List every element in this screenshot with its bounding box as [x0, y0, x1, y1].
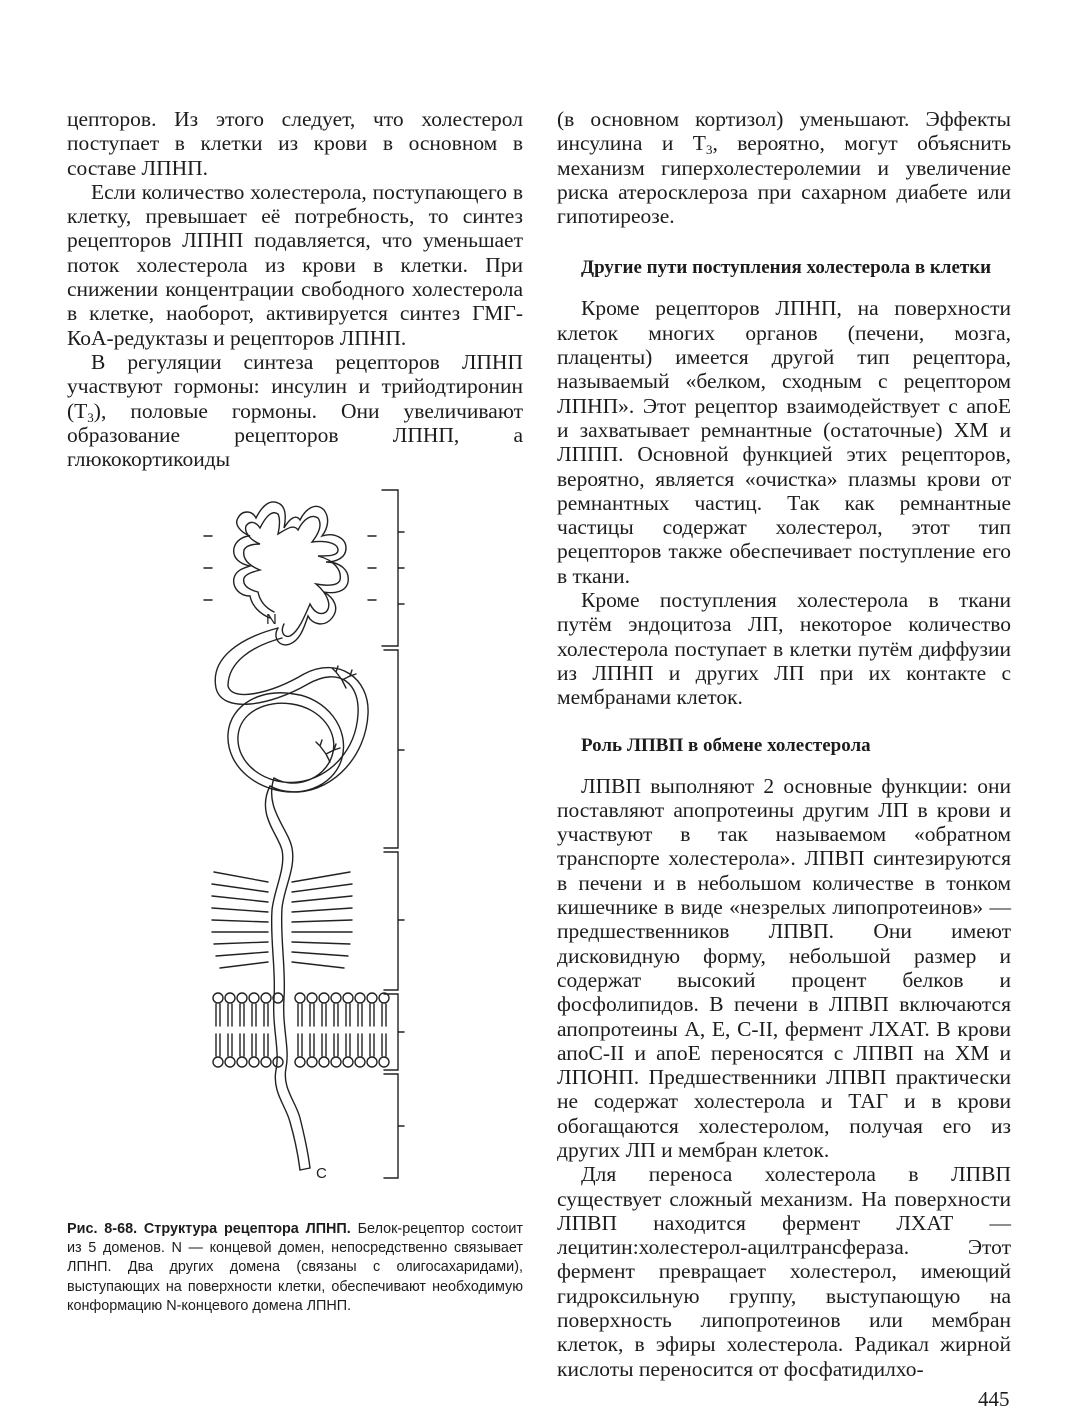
paragraph: Если количество холестерола, поступающего в клетку, превышает её потребность, то синтез рецепторов ЛПНП подавляется, что уменьшает поток холестерола из крови в клетки. При снижении концентрации свободного холестерола в клетке, наоборот, активируется синтез ГМГ-КоА-редуктазы и рецепторов ЛПНП.: [67, 179, 523, 350]
protein-chain-outer: [272, 778, 310, 1168]
ldl-receptor-figure: [200, 488, 415, 1183]
membrane-bilayer: [213, 993, 389, 1067]
n-terminus-label: N: [266, 611, 277, 628]
subscript: 3: [87, 409, 94, 425]
protein-chain-inner: [265, 786, 300, 1170]
text-run: В регуляции синтеза рецепторов ЛПНП участвуют гормоны: инсулин и трийодтиронин (Т: [67, 349, 523, 423]
caption-text: Белок-рецептор состоит из 5 доменов. N — концевой домен, непосредственно связывает ЛПНП. Два других домена (связаны с олигосахаридами), выступающих на поверхности клетки, обеспечивают необходимую конформацию N-концевого домена ЛПНП.: [67, 1221, 523, 1314]
n-terminal-domain-inner: [244, 513, 341, 637]
domain-bracket: [384, 1074, 398, 1178]
domain-bracket: [384, 852, 398, 990]
ldl-receptor-diagram: [200, 488, 415, 1183]
caption-title: Рис. 8-68. Структура рецептора ЛПНП.: [67, 1221, 351, 1237]
domain-bracket: [384, 650, 398, 848]
text-run: ), половые гормоны. Они увеличивают образование рецепторов ЛПНП, а глюкокортикоиды: [67, 398, 523, 472]
paragraph: [557, 107, 1011, 228]
paragraph: цепторов. Из этого следует, что холестерол поступает в клетки из крови в основном в составе ЛПНП.: [67, 107, 523, 180]
section-heading: Другие пути поступления холестерола в клетки: [581, 257, 992, 279]
subscript: 3: [705, 142, 713, 158]
paragraph: ЛПВП выполняют 2 основные функции: они поставляют апопротеины другим ЛП в крови и участвуют в так называемом «обратном транспорте холестерола». ЛПВП синтезируются в печени и в небольшом количестве в тонком кишечнике в виде «незрелых липопротеинов» — предшественников ЛПВП. Они имеют дисковидную форму, небольшой размер и содержат высокий процент белков и фосфолипидов. В печени в ЛПВП включаются апопротеины А, Е, С-II, фермент ЛХАТ. В крови апоС-II и апоЕ переносятся с ЛПВП на ХМ и ЛПОНП. Предшественники ЛПВП практически не содержат холестерола и ТАГ и в крови обогащаются холестеролом, получая его из других ЛП и мембран клеток.: [557, 773, 1011, 1162]
left-text-column: [67, 107, 523, 471]
text-run: (в основном кортизол) уменьшают. Эффекты инсулина и Т: [557, 107, 1011, 156]
paragraph: [67, 350, 523, 471]
section-heading: Роль ЛПВП в обмене холестерола: [581, 734, 871, 756]
oligosaccharide-icon: [316, 740, 340, 762]
paragraph: Кроме рецепторов ЛПНП, на поверхности клеток многих органов (печени, мозга, плаценты) имеется другой тип рецептора, называемый «белком, сходным с рецептором ЛПНП». Этот рецептор взаимодействует с апоЕ и захватывает ремнантные (остаточные) ХМ и ЛППП. Основной функцией этих рецепторов, вероятно, является «очистка» плазмы крови от ремнантных частиц. Так как ремнантные частицы содержат холестерол, этот тип рецепторов также обеспечивает поступление его в ткани.: [557, 296, 1011, 588]
text-run: , вероятно, могут объяснить механизм гиперхолестеролемии и увеличение риска атеросклероза при сахарном диабете или гипотиреозе.: [557, 131, 1012, 229]
paragraph: Для переноса холестерола в ЛПВП существует сложный механизм. На поверхности ЛПВП находится фермент ЛХАТ — лецитин:холестерол-ацилтрансфераза. Этот фермент превращает холестерол, имеющий гидроксильную группу, выступающую на поверхность липопротеинов или мембран клеток, в эфиры холестерола. Радикал жирной кислоты переносится от фосфатидилхо-: [557, 1162, 1011, 1381]
right-text-column: [557, 107, 1011, 1381]
coil-domain-outer: [215, 628, 358, 783]
c-terminus-label: C: [316, 1165, 327, 1182]
paragraph: Кроме поступления холестерола в ткани путём эндоцитоза ЛП, некоторое количество холестерола поступает в клетки путём диффузии из ЛПНП и других ЛП при их контакте с мембранами клеток.: [557, 588, 1011, 710]
figure-caption: [67, 1220, 523, 1316]
domain-bracket: [382, 490, 398, 646]
page-number: 445: [978, 1387, 1010, 1411]
